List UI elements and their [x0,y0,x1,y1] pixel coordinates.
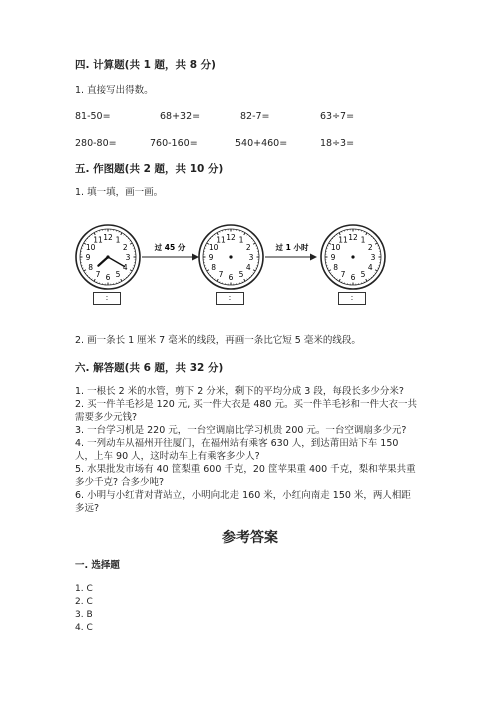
clock-tick [126,277,127,278]
clock-tick [217,279,218,281]
clock-tick [215,234,216,235]
calc-item: 18÷3= [320,138,355,149]
problem-line: 6. 小明与小红背对背站立，小明向北走 160 米，小红向南走 150 米，两人相距 [75,490,411,501]
clock-tick [332,275,333,276]
clock-tick [337,234,338,235]
clock-number: 5 [360,270,366,280]
clock-number: 11 [216,235,226,245]
answers-title: 参考答案 [222,530,278,546]
clock-number: 11 [338,235,348,245]
clock-tick [130,243,132,244]
clock-tick [375,273,376,274]
clock-tick [330,273,331,274]
clock-tick [247,234,248,235]
clock-tick [371,277,372,278]
clock-number: 8 [211,262,217,272]
problem-line: 多远? [75,503,100,514]
calc-item: 540+460= [235,138,288,149]
clock-tick [84,270,86,271]
clock-number: 3 [370,252,376,262]
answer-item: 3. B [75,610,93,620]
clock-tick [249,236,250,237]
clock-number: 7 [218,270,224,280]
calc-item: 81-50= [75,111,111,122]
problem-line: 4. 一列动车从福州开往厦门，在福州站有乘客 630 人，到达莆田站下车 150 [75,438,399,449]
clock-number: 8 [88,262,94,272]
problem-line: 2. 买一件羊毛衫是 120 元, 买一件大衣是 480 元。买一件羊毛衫和一件大衣一共 [75,399,417,410]
clock-number: 7 [95,270,101,280]
clock-tick [210,275,211,276]
clock-tick [247,279,248,280]
clock-number: 1 [360,235,366,245]
answer-item: 4. C [75,623,93,633]
time-answer-box-3[interactable]: : [338,292,366,305]
clock-tick [124,279,125,280]
arrow-1-label: 过 45 分 [154,243,186,252]
calc-item: 760-160= [150,138,198,149]
problem-line: 需要多少元钱? [75,412,138,423]
clock-tick [253,270,255,271]
clock-number: 10 [208,242,219,252]
clock-number: 1 [115,235,121,245]
clock-number: 10 [85,242,96,252]
clock-center [351,255,354,258]
calc-item: 82-7= [240,111,270,122]
clock-tick [128,238,129,239]
clock-tick [94,279,95,281]
clock-number: 9 [330,252,336,262]
clock-tick [375,243,377,244]
clock-tick [207,270,209,271]
clock-number: 8 [333,262,339,272]
clock-tick [366,279,367,281]
clock-number: 5 [238,270,244,280]
clock-tick [89,277,90,278]
clock-tick [366,233,367,235]
clock-tick [130,270,132,271]
clock-tick [210,238,211,239]
clock-tick [215,279,216,280]
clock-tick [329,270,331,271]
clock-tick [92,234,93,235]
clock-number: 4 [367,262,373,272]
calc-item: 63÷7= [320,111,355,122]
minute-hand [108,257,124,267]
sec5-question-2: 2. 画一条长 1 厘米 7 毫米的线段，再画一条比它短 5 毫米的线段。 [75,335,361,346]
problem-line: 5. 水果批发市场有 40 筐梨重 600 千克，20 筐苹果重 400 千克，梨和苹果共重 [75,464,416,475]
clock-tick [212,236,213,237]
clock-tick [373,275,374,276]
clock-number: 11 [93,235,103,245]
clock-tick [369,234,370,235]
clock-number: 12 [348,232,358,242]
clock-number: 3 [125,252,131,262]
problem-line: 1. 一根长 2 米的水管，剪下 2 分米，剩下的平均分成 3 段，每段长多少分米? [75,386,404,397]
clock-number: 12 [226,232,236,242]
calc-item: 68+32= [160,111,201,122]
clock-tick [334,277,335,278]
clock-tick [375,270,377,271]
problem-line: 3. 一台学习机是 220 元，一台空调扇比学习机贵 200 元。一台空调扇多少元? [75,425,407,436]
clock-number: 5 [115,270,121,280]
clock-tick [87,238,88,239]
clock-tick [339,279,340,281]
clock-tick [85,273,86,274]
clock-center [106,255,109,258]
clock-number: 10 [330,242,341,252]
section-4-heading: 四. 计算题(共 1 题，共 8 分) [75,59,216,71]
clock-tick [121,279,122,281]
section-5-heading: 五. 作图题(共 2 题，共 10 分) [75,163,224,175]
clock-tick [253,243,255,244]
clock-tick [244,233,245,235]
clock-tick [121,233,122,235]
hour-hand [98,257,108,266]
clock-number: 7 [340,270,346,280]
answers-section-heading: 一. 选择题 [75,560,120,571]
sec4-question-1: 1. 直接写出得数。 [75,85,154,96]
clock-tick [128,275,129,276]
clock-number: 4 [245,262,251,272]
clock-face-1 [76,225,140,289]
time-answer-box-2[interactable]: : [216,292,244,305]
clock-tick [253,241,254,242]
clock-tick [208,241,209,242]
clock-number: 2 [245,242,251,252]
clock-tick [337,279,338,280]
sec5-question-1: 1. 填一填，画一画。 [75,187,164,198]
clock-number: 1 [238,235,244,245]
clock-tick [249,277,250,278]
clock-tick [130,273,131,274]
clock-face-2 [199,225,263,289]
calc-item: 280-80= [75,138,117,149]
clock-tick [208,273,209,274]
clock-tick [369,279,370,280]
clock-tick [124,234,125,235]
time-answer-box-1[interactable]: : [93,292,121,305]
clock-number: 9 [85,252,91,262]
answer-item: 1. C [75,584,93,594]
clock-tick [89,236,90,237]
clock-tick [332,238,333,239]
clock-number: 6 [350,272,356,282]
problem-line: 多少千克? 合多少吨? [75,477,165,488]
clock-tick [92,279,93,280]
clock-number: 2 [367,242,373,252]
answer-item: 2. C [75,597,93,607]
arrow-2-label: 过 1 小时 [275,243,309,252]
clock-tick [373,238,374,239]
clock-tick [85,241,86,242]
clock-tick [87,275,88,276]
clock-tick [130,241,131,242]
clock-number: 12 [103,232,113,242]
clock-tick [253,273,254,274]
clock-tick [334,236,335,237]
clock-face-3 [321,225,385,289]
clock-number: 6 [105,272,111,282]
clock-tick [251,238,252,239]
clock-tick [244,279,245,281]
clock-tick [371,236,372,237]
clock-tick [375,241,376,242]
clock-tick [330,241,331,242]
clock-tick [212,277,213,278]
section-6-heading: 六. 解答题(共 6 题，共 32 分) [75,362,224,374]
clock-center [229,255,232,258]
clock-number: 9 [208,252,214,262]
clock-tick [251,275,252,276]
clock-number: 2 [122,242,128,252]
clock-number: 6 [228,272,234,282]
clock-number: 4 [122,262,128,272]
clock-number: 3 [248,252,254,262]
problem-line: 人，上车 90 人，这时动车上有乘客多少人? [75,451,260,462]
clock-tick [126,236,127,237]
